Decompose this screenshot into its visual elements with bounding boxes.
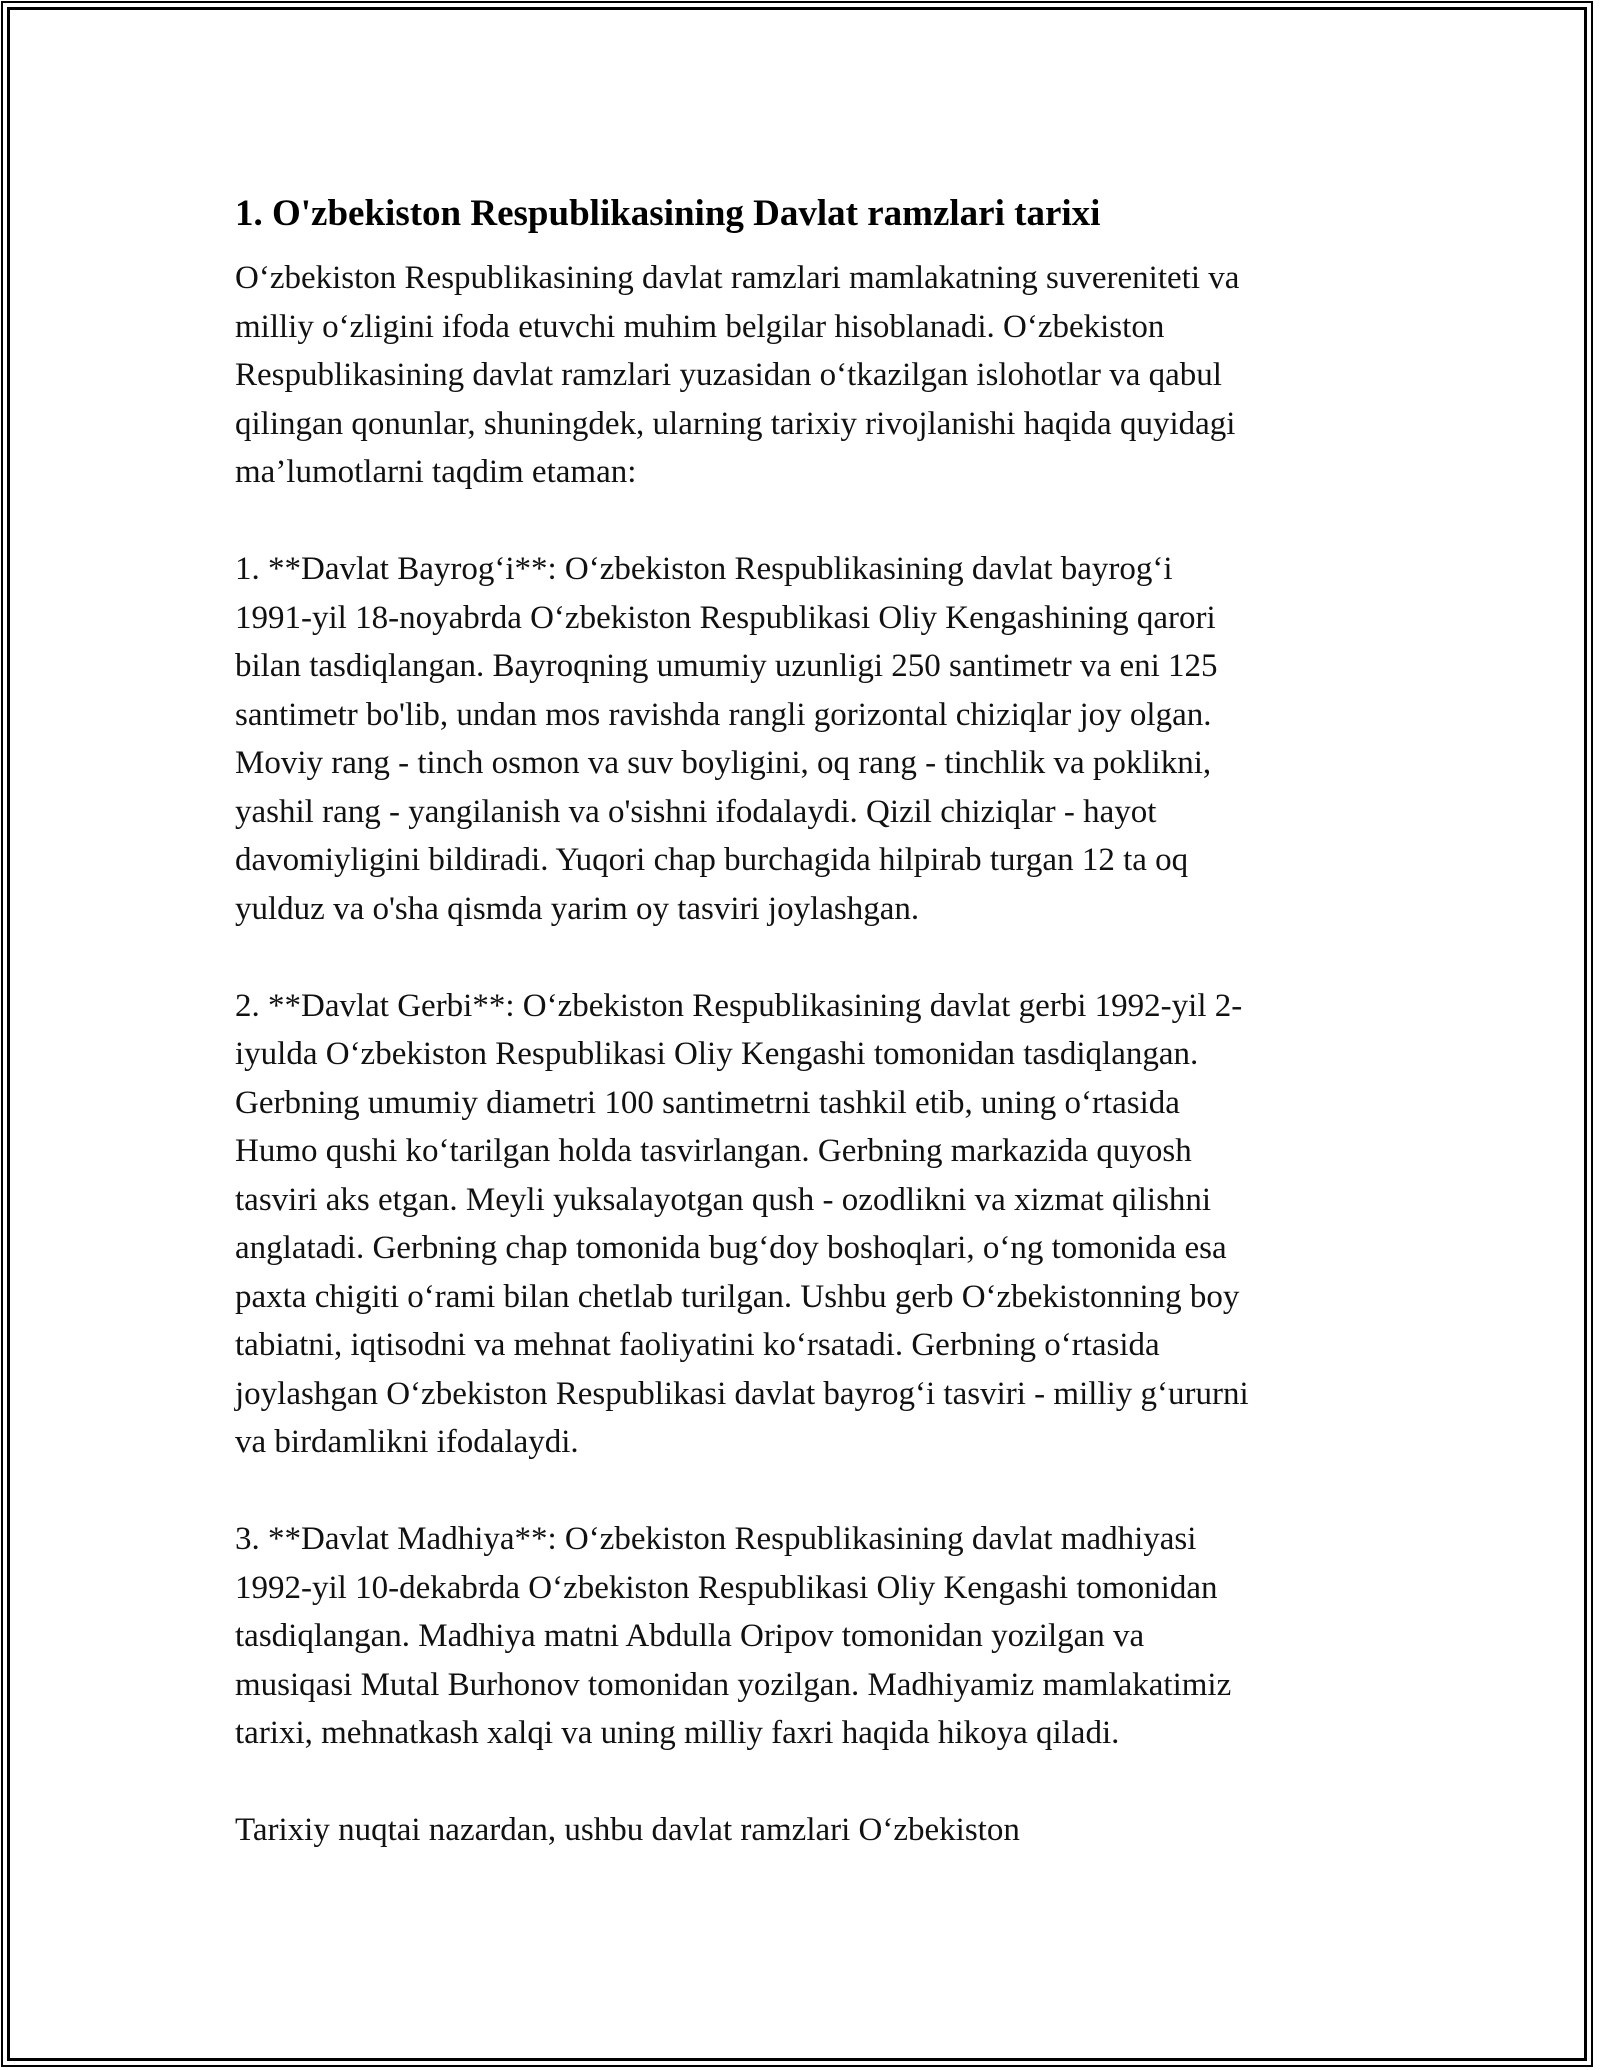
closing-paragraph: Tarixiy nuqtai nazardan, ushbu davlat ramzlari O‘zbekiston (235, 1812, 1020, 1848)
document-title: 1. O'zbekiston Respublikasining Davlat ramzlari tarixi (235, 193, 1101, 234)
document-body (235, 186, 1370, 1903)
anthem-paragraph: 3. **Davlat Madhiya**: O‘zbekiston Respublikasining davlat madhiyasi 1992-yil 10-dekabrda O‘zbekiston Respublikasi Oliy Kengashi tomonidan tasdiqlangan. Madhiya matni Abdulla Oripov tomonidan yozilgan va musiqasi Mutal Burhonov tomonidan yozilgan. Madhiyamiz mamlakatimiz tarixi, mehnatkash xalqi va uning milliy faxri haqida hikoya qiladi. (235, 1521, 1232, 1751)
intro-paragraph: O‘zbekiston Respublikasining davlat ramzlari mamlakatning suvereniteti va milliy o‘zligini ifoda etuvchi muhim belgilar hisoblanadi. O‘zbekiston Respublikasining davlat ramzlari yuzasidan o‘tkazilgan islohotlar va qabul qilingan qonunlar, shuningdek, ularning tarixiy rivojlanishi haqida quyidagi ma’lumotlarni taqdim etaman: (235, 260, 1240, 490)
flag-paragraph: 1. **Davlat Bayrog‘i**: O‘zbekiston Respublikasining davlat bayrog‘i 1991-yil 18-noyabrda O‘zbekiston Respublikasi Oliy Kengashining qarori bilan tasdiqlangan. Bayroqning umumiy uzunligi 250 santimetr va eni 125 santimetr bo'lib, undan mos ravishda rangli gorizontal chiziqlar joy olgan. Moviy rang - tinch osmon va suv boyligini, oq rang - tinchlik va poklikni, yashil rang - yangilanish va o'sishni ifodalaydi. Qizil chiziqlar - hayot davomiyligini bildiradi. Yuqori chap burchagida hilpirab turgan 12 ta oq yulduz va o'sha qismda yarim oy tasviri joylashgan. (235, 551, 1218, 927)
emblem-paragraph: 2. **Davlat Gerbi**: O‘zbekiston Respublikasining davlat gerbi 1992-yil 2- iyulda O‘zbekiston Respublikasi Oliy Kengashi tomonidan tasdiqlangan. Gerbning umumiy diametri 100 santimetrni tashkil etib, uning o‘rtasida Humo qushi ko‘tarilgan holda tasvirlangan. Gerbning markazida quyosh tasviri aks etgan. Meyli yuksalayotgan qush - ozodlikni va xizmat qilishni anglatadi. Gerbning chap tomonida bug‘doy boshoqlari, o‘ng tomonida esa paxta chigiti o‘rami bilan chetlab turilgan. Ushbu gerb O‘zbekistonning boy tabiatni, iqtisodni va mehnat faoliyatini ko‘rsatadi. Gerbning o‘rtasida joylashgan O‘zbekiston Respublikasi davlat bayrog‘i tasviri - milliy g‘ururni va birdamlikni ifodalaydi. (235, 987, 1249, 1460)
